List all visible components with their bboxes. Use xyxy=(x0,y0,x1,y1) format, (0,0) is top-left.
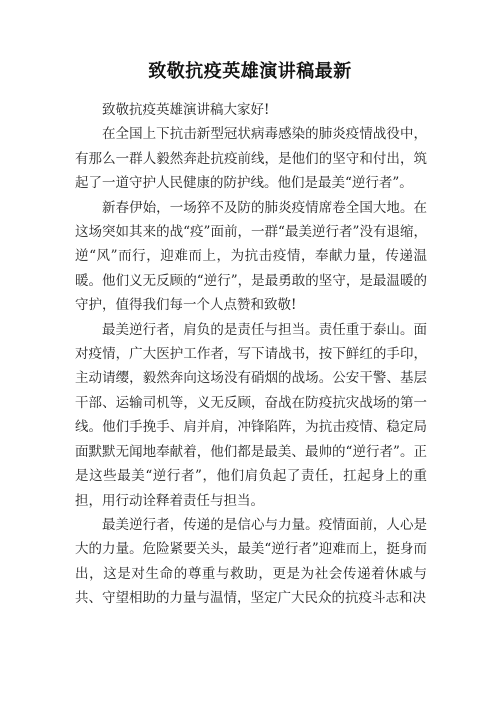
paragraph: 最美逆行者，肩负的是责任与担当。责任重于泰山。面对疫情，广大医护工作者，写下请战书，按下鲜红的手印，主动请缨，毅然奔向这场没有硝烟的战场。公安干警、基层干部、运输司机等，义无反顾，奋战在防疫抗灾战场的第一线。他们手挽手、肩并肩，冲锋陷阵，为抗击疫情、稳定局面默默无闻地奉献着，他们都是最美、最帅的“逆行者”。正是这些最美“逆行者”，他们肩负起了责任，扛起身上的重担，用行动诠释着责任与担当。 xyxy=(75,321,427,509)
paragraph-greeting: 致敬抗疫英雄演讲稿大家好! xyxy=(102,102,270,118)
document-body xyxy=(75,98,427,611)
paragraph: 在全国上下抗击新型冠状病毒感染的肺炎疫情战役中，有那么一群人毅然奔赴抗疫前线，是他们的坚守和付出，筑起了一道守护人民健康的防护线。他们是最美“逆行者”。 xyxy=(75,126,427,192)
paragraph: 新春伊始，一场猝不及防的肺炎疫情席卷全国大地。在这场突如其来的战“疫”面前，一群“最美逆行者”没有退缩，逆“风”而行，迎难而上，为抗击疫情，奉献力量，传递温暖。他们义无反顾的“逆行”，是最勇敢的坚守，是最温暖的守护，值得我们每一个人点赞和致敬! xyxy=(75,199,427,314)
document-title: 致敬抗疫英雄演讲稿最新 xyxy=(148,61,352,82)
paragraph: 最美逆行者，传递的是信心与力量。疫情面前，人心是大的力量。危险紧要关头，最美“逆行者”迎难而上，挺身而出，这是对生命的尊重与救助，更是为社会传递着休戚与共、守望相助的力量与温情，坚定广大民众的抗疫斗志和决 xyxy=(75,516,427,607)
